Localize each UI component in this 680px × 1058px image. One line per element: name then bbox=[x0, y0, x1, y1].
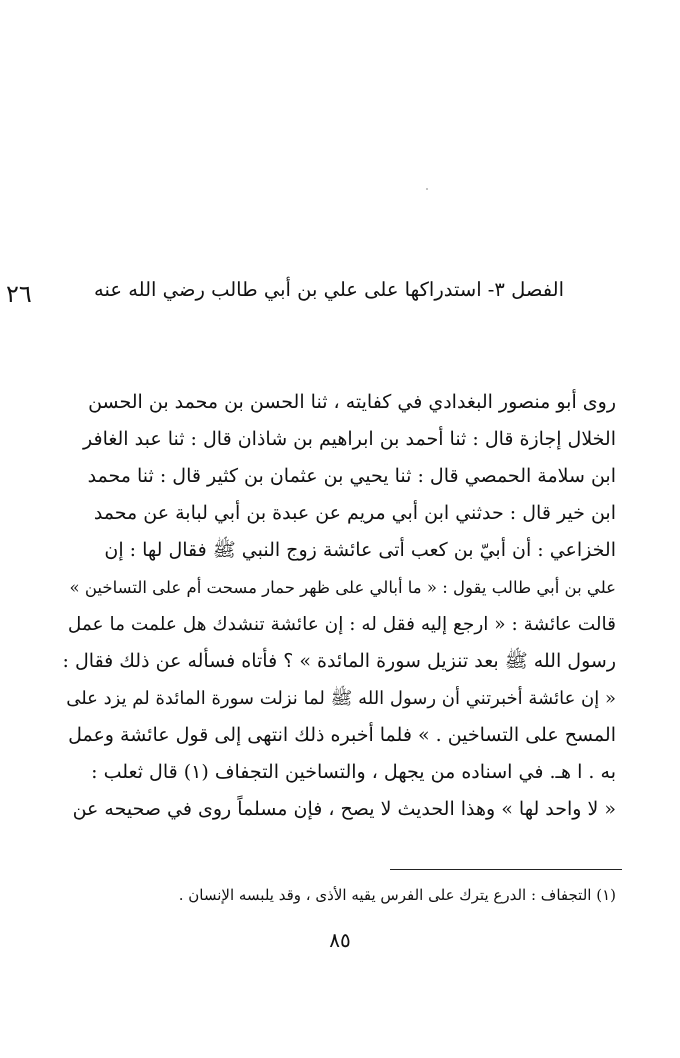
text-line: ابن خير قال : حدثني ابن أبي مريم عن عبدة بن أبي لبابة عن محمد bbox=[93, 502, 616, 524]
text-line: علي بن أبي طالب يقول : « ما أبالي على ظهر حمار مسحت أم على التساخين » bbox=[69, 578, 616, 597]
text-line: قالت عائشة : « ارجع إليه فقل له : إن عائشة تنشدك هل علمت ما عمل bbox=[67, 614, 616, 635]
chapter-number: ٢٦ bbox=[6, 280, 32, 308]
text-line: روى أبو منصور البغدادي في كفايته ، ثنا الحسن بن محمد بن الحسن bbox=[88, 391, 616, 413]
scan-speck bbox=[426, 188, 428, 190]
footnote-divider bbox=[390, 869, 622, 870]
text-line: الخزاعي : أن أبيّ بن كعب أتى عائشة زوج النبي ﷺ فقال لها : إن bbox=[104, 539, 616, 561]
footnote: (١) التجفاف : الدرع يترك على الفرس يقيه الأذى ، وقد يلبسه الإنسان . bbox=[178, 886, 616, 904]
text-line: رسول الله ﷺ بعد تنزيل سورة المائدة » ؟ فأتاه فسأله عن ذلك فقال : bbox=[62, 650, 616, 672]
running-header bbox=[0, 276, 680, 326]
text-line: « لا واحد لها » وهذا الحديث لا يصح ، فإن مسلماً روى في صحيحه عن bbox=[72, 798, 616, 820]
text-line: المسح على التساخين . » فلما أخبره ذلك انتهى إلى قول عائشة وعمل bbox=[68, 724, 616, 746]
main-text bbox=[56, 384, 616, 828]
text-line: ابن سلامة الحمصي قال : ثنا يحيي بن عثمان بن كثير قال : ثنا محمد bbox=[87, 465, 616, 487]
page-number: ٨٥ bbox=[329, 928, 351, 952]
chapter-title: الفصل ٣- استدراكها على علي بن أبي طالب رضي الله عنه bbox=[94, 278, 564, 301]
text-line: « إن عائشة أخبرتني أن رسول الله ﷺ لما نزلت سورة المائدة لم يزد على bbox=[66, 688, 616, 709]
text-line: به . ا هـ. في اسناده من يجهل ، والتساخين التجفاف (١) قال ثعلب : bbox=[91, 761, 616, 783]
text-line: الخلال إجازة قال : ثنا أحمد بن ابراهيم بن شاذان قال : ثنا عبد الغافر bbox=[83, 428, 616, 450]
